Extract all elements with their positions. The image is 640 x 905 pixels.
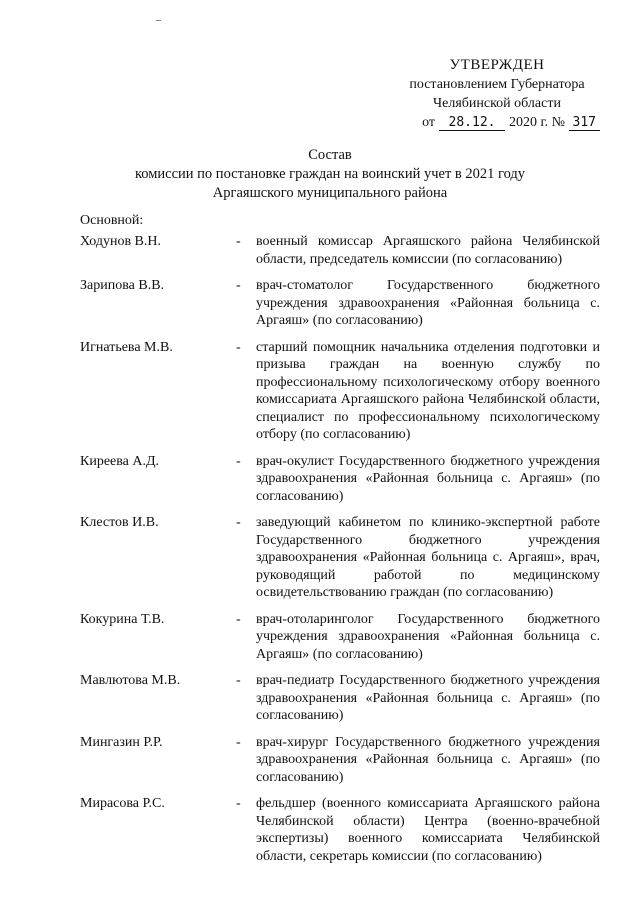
scan-mark [156, 20, 161, 21]
member-role: старший помощник начальника отделения подготовки и призыва граждан на военную службу по профессиональному психологическому отбору военного комиссариата Аргаяшского района Челябинской области, специалист по профессиональному психологическому отбору (по согласованию) [256, 339, 600, 442]
approval-line1: постановлением Губернатора [409, 77, 585, 92]
member-name: Мирасова Р.С. [80, 796, 165, 811]
heading-line2: комиссии по постановке граждан на воинский учет в 2021 году [134, 166, 526, 182]
section-label: Основной: [80, 213, 144, 228]
member-role: врач-хирург Государственного бюджетного учреждения здравоохранения «Районная больница с. Аргаяш» (по согласованию) [256, 734, 600, 785]
member-role: врач-отоларинголог Государственного бюджетного учреждения здравоохранения «Районная больница с. Аргаяш» (по согласованию) [256, 611, 600, 662]
year-suffix: 2020 г. № [508, 115, 566, 130]
date-prefix: от [422, 115, 436, 130]
approval-date-line [372, 113, 622, 132]
member-role: военный комиссар Аргаяшского района Челябинской области, председатель комиссии (по согласованию) [256, 234, 600, 267]
member-dash: - [236, 515, 241, 530]
member-dash: - [236, 734, 241, 750]
member-row [80, 453, 600, 506]
member-dash: - [236, 453, 241, 469]
member-dash: - [236, 673, 241, 688]
member-row [80, 795, 600, 865]
member-dash: - [236, 796, 241, 811]
member-dash: - [236, 234, 241, 249]
member-role: врач-педиатр Государственного бюджетного учреждения здравоохранения «Районная больница с. Аргаяш» (по согласованию) [256, 673, 600, 723]
member-row [80, 514, 600, 602]
member-dash: - [236, 611, 241, 627]
heading-line3: Аргаяшского муниципального района [212, 185, 448, 201]
member-name: Киреева А.Д. [80, 453, 160, 469]
member-role: фельдшер (военного комиссариата Аргаяшского района Челябинской области) Центра (военно-врачебной экспертизы) военного комиссариата Челябинской области, секретарь комиссии (по согласованию) [256, 796, 600, 864]
document-heading [80, 146, 580, 203]
member-name: Мингазин Р.Р. [80, 734, 163, 750]
member-row [80, 734, 600, 787]
member-role: врач-окулист Государственного бюджетного учреждения здравоохранения «Районная больница с. Аргаяш» (по согласованию) [256, 453, 600, 504]
approval-block [372, 56, 622, 132]
member-row [80, 672, 600, 725]
member-role: заведующий кабинетом по клинико-экспертной работе Государственного бюджетного учреждения здравоохранения «Районная больница с. Аргаяш», врач, руководящий работой по медицинскому освидетельствованию граждан (по согласованию) [256, 515, 600, 600]
member-name: Кокурина Т.В. [80, 611, 165, 627]
approval-line2: Челябинской области [433, 96, 561, 111]
handwritten-number: 317 [569, 115, 600, 131]
member-row [80, 277, 600, 330]
member-name: Мавлютова М.В. [80, 673, 181, 688]
member-row [80, 233, 600, 268]
handwritten-date: 28.12. [439, 115, 506, 131]
member-name: Зарипова В.В. [80, 278, 165, 293]
member-name: Ходунов В.Н. [80, 234, 161, 249]
member-role: врач-стоматолог Государственного бюджетного учреждения здравоохранения «Районная больница с. Аргаяш» (по согласованию) [256, 278, 600, 328]
member-row [80, 339, 600, 444]
member-dash: - [236, 278, 241, 293]
member-name: Игнатьева М.В. [80, 339, 173, 355]
heading-line1: Состав [308, 147, 352, 163]
member-list [80, 233, 600, 874]
member-dash: - [236, 339, 241, 355]
member-row [80, 611, 600, 664]
approval-title: УТВЕРЖДЕН [449, 57, 545, 73]
member-name: Клестов И.В. [80, 515, 159, 530]
